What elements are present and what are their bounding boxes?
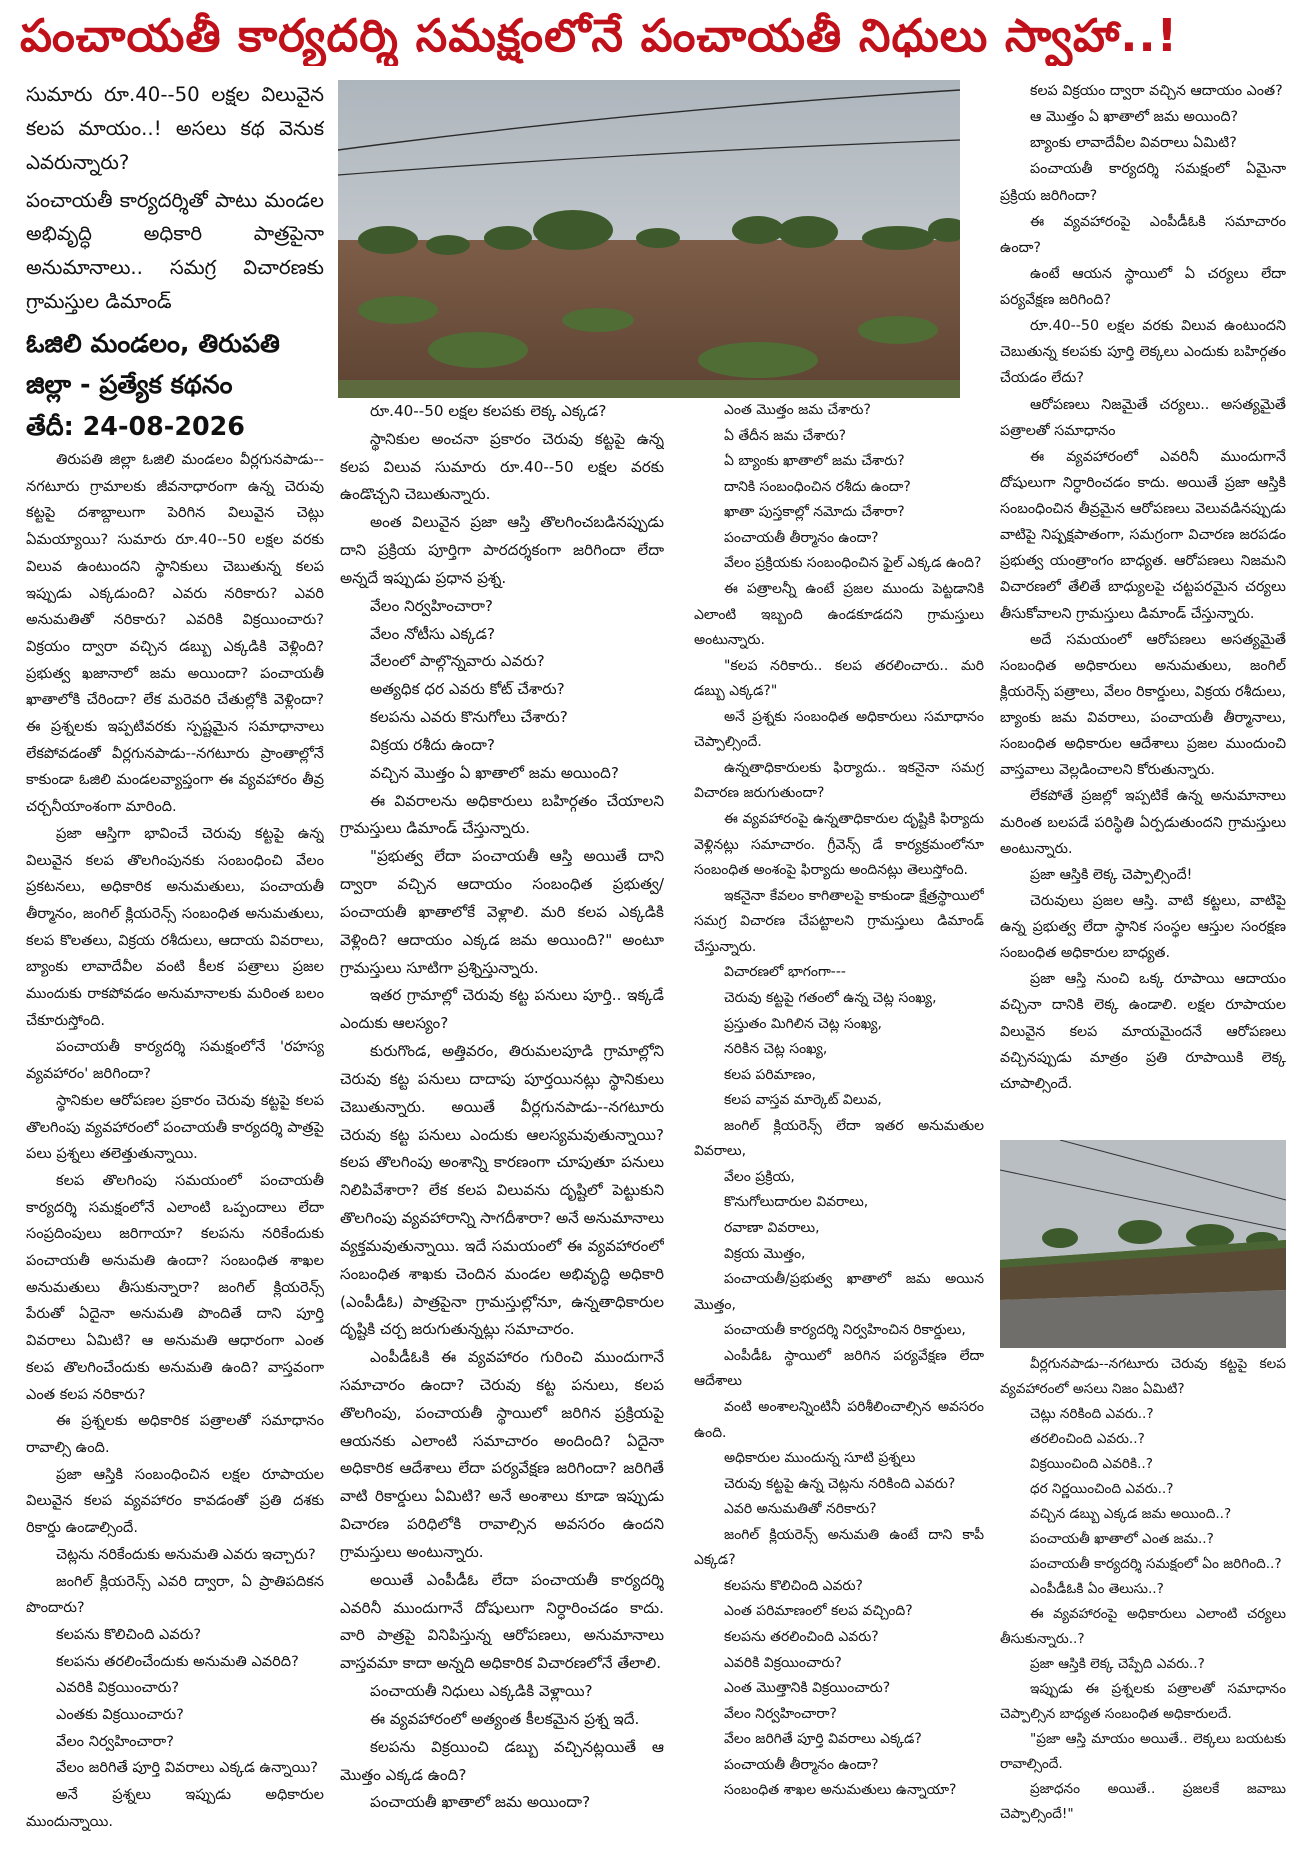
col3-paragraph: వేలం జరిగితే పూర్తి వివరాలు ఎక్కడ?: [724, 1731, 922, 1748]
col3-paragraph: కలపను కొలిచింది ఎవరు?: [724, 1577, 863, 1594]
col3-paragraph: కలపను తరలించింది ఎవరు?: [724, 1629, 879, 1645]
col1-paragraph: తిరుపతి జిల్లా ఓజిలి మండలం వీర్లగునపాడు--నగటూరు గ్రామాలకు జీవనాధారంగా ఉన్న చెరువు కట్టపై దశాబ్దాలుగా పెరిగిన విలువైన చెట్లు ఏమయ్యాయి? సుమారు రూ.40--50 లక్షల వరకు విలువ ఉంటుందని స్థానికులు చెబుతున్న కలప ఇప్పుడు ఎక్కడుంది? ఎవరు నరికారు? ఎవరి అనుమతితో నరికారు? ఎవరికి విక్రయించారు? విక్రయం ద్వారా వచ్చిన డబ్బు ఎక్కడికి వెళ్లింది? ప్రభుత్వ ఖజానాలో జమ అయిందా? పంచాయతీ ఖాతాలోకి చేరిందా? లేక మరెవరి చేతుల్లోకి వెళ్లిందా? ఈ ప్రశ్నలకు ఇప్పటివరకు స్పష్టమైన సమాధానాలు లేకపోవడంతో వీర్లగునపాడు--నగటూరు ప్రాంతాల్లోనే కాకుండా ఓజిలి మండలవ్యాప్తంగా ఈ వ్యవహారం తీవ్ర చర్చనీయాంశంగా మారింది.: [26, 450, 324, 816]
col3-paragraph: దానికి సంబంధించిన రశీదు ఉందా?: [724, 478, 911, 495]
col1-paragraph: పంచాయతీ కార్యదర్శి సమక్షంలోనే 'రహస్య వ్యవహారం' జరిగిందా?: [26, 1038, 324, 1083]
col3-paragraph: వంటి అంశాలన్నింటినీ పరిశీలించాల్సిన అవసరం ఉంది.: [694, 1398, 984, 1441]
col3-paragraph: జంగిల్ క్లియరెన్స్ లేదా ఇతర అనుమతుల వివరాలు,: [694, 1117, 984, 1160]
col4-paragraph: పంచాయతీ కార్యదర్శి సమక్షంలో ఏమైనా ప్రక్రియ జరిగిందా?: [1000, 161, 1286, 204]
col2-paragraph: రూ.40--50 లక్షల కలపకు లెక్క ఎక్కడ?: [370, 402, 607, 420]
headline: పంచాయతీ కార్యదర్శి సమక్షంలోనే పంచాయతీ నిధులు స్వాహా..!: [20, 9, 1179, 62]
col3-paragraph: విక్రయ మొత్తం,: [724, 1245, 806, 1262]
column-1: [26, 78, 324, 1862]
col1-paragraph: ఈ ప్రశ్నలకు అధికారిక పత్రాలతో సమాధానం రావాల్సి ఉంది.: [26, 1412, 324, 1456]
col3-paragraph: అనే ప్రశ్నకు సంబంధిత అధికారులు సమాధానం చెప్పాల్సిందే.: [694, 708, 984, 751]
column-4-bottom: [1000, 1352, 1286, 1862]
col4b-paragraph: విక్రయించింది ఎవరికి..?: [1030, 1455, 1153, 1472]
col3-paragraph: ఈ పత్రాలన్నీ ఉంటే ప్రజల ముందు పెట్టడానికి ఎలాంటి ఇబ్బంది ఉండకూడదని గ్రామస్తులు అంటున్నారు.: [694, 580, 984, 649]
col3-paragraph: ఉన్నతాధికారులకు ఫిర్యాదు.. ఇకనైనా సమగ్ర విచారణ జరుగుతుందా?: [694, 759, 984, 802]
column-4-body: [1000, 78, 1286, 1097]
col2-paragraph: కలపను ఎవరు కొనుగోలు చేశారు?: [370, 708, 568, 727]
col4b-paragraph: పంచాయతీ కార్యదర్శి సమక్షంలో ఏం జరిగింది..?: [1030, 1555, 1282, 1572]
col2-paragraph: కలపను విక్రయించి డబ్బు వచ్చినట్లయితే ఆ మొత్తం ఎక్కడ ఉంది?: [340, 1737, 664, 1784]
col3-paragraph: పంచాయతీ/ప్రభుత్వ ఖాతాలో జమ అయిన మొత్తం,: [694, 1271, 984, 1313]
dateline-date: తేదీ: 24-08-2026: [26, 410, 245, 441]
col3-paragraph: సంబంధిత శాఖల అనుమతులు ఉన్నాయా?: [724, 1782, 957, 1799]
col3-paragraph: వేలం ప్రక్రియకు సంబంధించిన ఫైల్ ఎక్కడ ఉంది?: [724, 555, 982, 572]
col4-paragraph: లేకపోతే ప్రజల్లో ఇప్పటికే ఉన్న అనుమానాలు మరింత బలపడే పరిస్థితి ఏర్పడుతుందని గ్రామస్తులు అంటున్నారు.: [1000, 788, 1286, 857]
col2-paragraph: పంచాయతీ ఖాతాలో జమ అయిందా?: [370, 1793, 591, 1812]
col4-paragraph: ప్రజా ఆస్తి నుంచి ఒక్క రూపాయి ఆదాయం వచ్చినా దానికి లెక్క ఉండాలి. లక్షల రూపాయల విలువైన కలప మాయమైందనే ఆరోపణలు వచ్చినప్పుడు మాత్రం ప్రతి రూపాయికి లెక్క చూపాల్సిందే.: [1000, 971, 1286, 1092]
col1-paragraph: కలపను కొలిచింది ఎవరు?: [56, 1625, 202, 1643]
col2-paragraph: వేలం నిర్వహించారా?: [370, 596, 493, 615]
col4b-paragraph: వీర్లగునపాడు--నగటూరు చెరువు కట్టపై కలప వ్యవహారంలో అసలు నిజం ఏమిటి?: [1000, 1356, 1286, 1397]
col3-paragraph: అధికారుల ముందున్న సూటి ప్రశ్నలు: [724, 1450, 916, 1467]
col3-paragraph: పంచాయతీ తీర్మానం ఉందా?: [724, 529, 879, 546]
col4b-paragraph: పంచాయతీ ఖాతాలో ఎంత జమ..?: [1030, 1530, 1214, 1547]
col3-paragraph: ఇకనైనా కేవలం కాగితాలపై కాకుండా క్షేత్రస్థాయిలో సమగ్ర విచారణ చేపట్టాలని గ్రామస్తులు డిమాండ్ చేస్తున్నారు.: [694, 887, 984, 955]
col3-paragraph: పంచాయతీ తీర్మానం ఉందా?: [724, 1756, 879, 1773]
col2-paragraph: ఎంపీడీఓకి ఈ వ్యవహారం గురించి ముందుగానే సమాచారం ఉందా? చెరువు కట్ట పనులు, కలప తొలగింపు, పంచాయతీ స్థాయిలో జరిగిన ప్రక్రియపై ఆయనకు ఎలాంటి సమాచారం అందింది? ఏదైనా అధికారిక ఆదేశాలు లేదా పర్యవేక్షణ జరిగిందా? జరిగితే వాటి రికార్డులు ఏమిటి? అనే అంశాలు కూడా ఇప్పుడు విచారణ పరిధిలోకి రావాల్సిన అవసరం ఉందని గ్రామస్తులు అంటున్నారు.: [340, 1348, 664, 1561]
col3-paragraph: "కలప నరికారు.. కలప తరలించారు.. మరి డబ్బు ఎక్కడ?": [694, 657, 984, 700]
col3-paragraph: పంచాయతీ కార్యదర్శి నిర్వహించిన రికార్డులు,: [724, 1322, 966, 1339]
col4-paragraph: అదే సమయంలో ఆరోపణలు అసత్యమైతే సంబంధిత అధికారులు అనుమతులు, జంగిల్ క్లియరెన్స్ పత్రాలు, వేలం రికార్డులు, విక్రయ రశీదులు, బ్యాంకు జమ వివరాలు, పంచాయతీ తీర్మానాలు, సంబంధిత అధికారుల ఆదేశాలు ప్రజల ముందుంచి వాస్తవాలు వెల్లడించాలని కోరుతున్నారు.: [1000, 631, 1286, 779]
column-2: [340, 398, 664, 1862]
col3-paragraph: ఎవరికి విక్రయించారు?: [724, 1654, 842, 1671]
col2-paragraph: ఈ వ్యవహారంలో అత్యంత కీలకమైన ప్రశ్న ఇదే.: [370, 1709, 640, 1728]
dateline-place: ఓజిలి మండలం, తిరుపతి జిల్లా - ప్రత్యేక కథనం: [26, 327, 280, 400]
col4-paragraph: ఆ మొత్తం ఏ ఖాతాలో జమ అయింది?: [1030, 109, 1239, 126]
col3-paragraph: నరికిన చెట్ల సంఖ్య,: [724, 1041, 828, 1058]
col4-paragraph: చెరువులు ప్రజల ఆస్తి. వాటి కట్టలు, వాటిపై ఉన్న ప్రభుత్వ లేదా స్థానిక సంస్థల ఆస్తుల సంరక్షణ సంబంధిత అధికారుల బాధ్యత.: [1000, 892, 1286, 962]
col2-paragraph: వేలం నోటీసు ఎక్కడ?: [370, 624, 496, 643]
lead-1: సుమారు రూ.40--50 లక్షల విలువైన కలప మాయం..! అసలు కథ వెనుక ఎవరున్నారు?: [26, 83, 324, 174]
col2-paragraph: విక్రయ రశీదు ఉందా?: [370, 735, 495, 754]
col2-paragraph: అయితే ఎంపీడీఓ లేదా పంచాయతీ కార్యదర్శి ఎవరినీ ముందుగానే దోషులుగా నిర్ధారించడం కాదు. వారి పాత్రపై వినిపిస్తున్న ఆరోపణలు, అనుమానాలు వాస్తవమా కాదా అన్నది అధికారిక విచారణలోనే తేలాలి.: [340, 1570, 664, 1673]
col1-paragraph: జంగిల్ క్లియరెన్స్ ఎవరి ద్వారా, ఏ ప్రాతిపదికన పొందారు?: [26, 1572, 324, 1617]
col1-paragraph: కలప తొలగింపు సమయంలో పంచాయతీ కార్యదర్శి సమక్షంలోనే ఎలాంటి ఒప్పందాలు లేదా సంప్రదింపులు జరిగాయా? కలపను నరికేందుకు పంచాయతీ అనుమతి ఉందా? సంబంధిత శాఖల అనుమతులు తీసుకున్నారా? జంగిల్ క్లియరెన్స్ పేరుతో ఏదైనా అనుమతి పొందితే దాని పూర్తి వివరాలు ఏమిటి? ఆ అనుమతి ఆధారంగా ఎంత కలప తొలగించేందుకు అనుమతి ఉంది? వాస్తవంగా ఎంత కలప నరికారు?: [26, 1171, 324, 1403]
col4b-paragraph: చెట్లు నరికింది ఎవరు..?: [1030, 1405, 1154, 1422]
col4-paragraph: ఉంటే ఆయన స్థాయిలో ఏ చర్యలు లేదా పర్యవేక్షణ జరిగింది?: [1000, 265, 1286, 308]
col4-paragraph: ప్రజా ఆస్తికి లెక్క చెప్పాల్సిందే!: [1030, 866, 1193, 883]
col2-paragraph: కురుగొండ, అత్తివరం, తిరుమలపూడి గ్రామాల్లోని చెరువు కట్ట పనులు దాదాపు పూర్తయినట్లు స్థానికులు చెబుతున్నారు. అయితే వీర్లగునపాడు--నగటూరు చెరువు కట్ట పనులు ఎందుకు ఆలస్యమవుతున్నాయి? కలప తొలగింపు అంశాన్ని కారణంగా చూపుతూ పనులు నిలిపివేశారా? లేక కలప విలువను దృష్టిలో పెట్టుకుని తొలగింపు వ్యవహారాన్ని సాగదీశారా? అనే అనుమానాలు వ్యక్తమవుతున్నాయి. ఇదే సమయంలో ఈ వ్యవహారంలో సంబంధిత శాఖకు చెందిన మండల అభివృద్ధి అధికారి (ఎంపీడీఓ) పాత్రపైనా గ్రామస్తుల్లోనూ, ఉన్నతాధికారుల దృష్టికి చర్చ జరుగుతున్నట్లు సమాచారం.: [340, 1042, 664, 1339]
column-4-bottom-body: [1000, 1352, 1286, 1827]
col2-paragraph: వేలంలో పాల్గొన్నవారు ఎవరు?: [370, 652, 545, 671]
col3-paragraph: వేలం నిర్వహించారా?: [724, 1705, 837, 1722]
col3-paragraph: రవాణా వివరాలు,: [724, 1220, 820, 1236]
lead-2: పంచాయతీ కార్యదర్శితో పాటు మండల అభివృద్ధి అధికారి పాత్రపైనా అనుమానాలు.. సమగ్ర విచారణకు గ్రామస్తుల డిమాండ్: [26, 188, 324, 314]
col2-paragraph: అంత విలువైన ప్రజా ఆస్తి తొలగించబడినప్పుడు దాని ప్రక్రియ పూర్తిగా పారదర్శకంగా జరిగిందా లేదా అన్నదే ఇప్పుడు ప్రధాన ప్రశ్న.: [340, 513, 664, 587]
col3-paragraph: విచారణలో భాగంగా---: [724, 964, 846, 981]
col4b-paragraph: ప్రజా ఆస్తికి లెక్క చెప్పేది ఎవరు..?: [1030, 1655, 1205, 1672]
column-4: [1000, 78, 1286, 1122]
col1-paragraph: చెట్లను నరికేందుకు అనుమతి ఎవరు ఇచ్చారు?: [56, 1545, 316, 1563]
col4b-paragraph: ఎంపీడీఓకి ఏం తెలుసు..?: [1030, 1580, 1164, 1597]
col3-paragraph: ఎంత మొత్తానికి విక్రయించారు?: [724, 1680, 891, 1697]
column-3: [694, 398, 984, 1862]
col3-paragraph: కొనుగోలుదారుల వివరాలు,: [724, 1194, 869, 1211]
col3-paragraph: ఖాతా పుస్తకాల్లో నమోదు చేశారా?: [724, 504, 905, 521]
col3-paragraph: చెరువు కట్టపై ఉన్న చెట్లను నరికింది ఎవరు?: [724, 1475, 956, 1492]
col2-paragraph: స్థానికుల అంచనా ప్రకారం చెరువు కట్టపై ఉన్న కలప విలువ సుమారు రూ.40--50 లక్షల వరకు ఉండొచ్చని చెబుతున్నారు.: [340, 429, 664, 504]
col1-paragraph: అనే ప్రశ్నలు ఇప్పుడు అధికారుల ముందున్నాయి.: [26, 1786, 324, 1830]
col2-paragraph: ఇతర గ్రామాల్లో చెరువు కట్ట పనులు పూర్తి.. ఇక్కడే ఎందుకు ఆలస్యం?: [340, 986, 664, 1033]
col4b-paragraph: ఇప్పుడు ఈ ప్రశ్నలకు పత్రాలతో సమాధానం చెప్పాల్సిన బాధ్యత సంబంధిత అధికారులదే.: [1000, 1680, 1286, 1722]
col3-paragraph: ఏ బ్యాంకు ఖాతాలో జమ చేశారు?: [724, 453, 905, 470]
col3-paragraph: కలప పరిమాణం,: [724, 1066, 816, 1083]
col3-paragraph: ఎంత పరిమాణంలో కలప వచ్చింది?: [724, 1603, 913, 1620]
col4-paragraph: బ్యాంకు లావాదేవీల వివరాలు ఏమిటి?: [1030, 135, 1237, 152]
col1-paragraph: కలపను తరలించేందుకు అనుమతి ఎవరిది?: [56, 1652, 299, 1670]
col4-paragraph: ఈ వ్యవహారంపై ఎంపీడీఓకి సమాచారం ఉందా?: [1000, 213, 1286, 256]
col2-paragraph: "ప్రభుత్వ లేదా పంచాయతీ ఆస్తి అయితే దాని ద్వారా వచ్చిన ఆదాయం సంబంధిత ప్రభుత్వ/పంచాయతీ ఖాతాలోకే వెళ్లాలి. మరి కలప ఎక్కడికి వెళ్లింది? ఆదాయం ఎక్కడ జమ అయింది?" అంటూ గ్రామస్తులు సూటిగా ప్రశ్నిస్తున్నారు.: [340, 847, 664, 977]
col4-paragraph: ఈ వ్యవహారంలో ఎవరినీ ముందుగానే దోషులుగా నిర్ధారించడం కాదు. అయితే ప్రజా ఆస్తికి సంబంధించిన తీవ్రమైన ఆరోపణలు వెలువడినప్పుడు వాటిపై నిష్పక్షపాతంగా, సమగ్రంగా విచారణ జరపడం ప్రభుత్వ యంత్రాంగం బాధ్యత. ఆరోపణలు నిజమని విచారణలో తేలితే బాధ్యులపై చట్టపరమైన చర్యలు తీసుకోవాలని గ్రామస్తులు డిమాండ్ చేస్తున్నారు.: [1000, 448, 1286, 622]
col3-paragraph: ప్రస్తుతం మిగిలిన చెట్ల సంఖ్య,: [724, 1015, 882, 1032]
col2-paragraph: పంచాయతీ నిధులు ఎక్కడికి వెళ్లాయి?: [370, 1682, 593, 1701]
col3-paragraph: జంగిల్ క్లియరెన్స్ అనుమతి ఉంటే దాని కాపీ ఎక్కడ?: [694, 1526, 984, 1569]
column-3-body: [694, 398, 984, 1804]
col3-paragraph: చెరువు కట్టపై గతంలో ఉన్న చెట్ల సంఖ్య,: [724, 989, 937, 1006]
col3-paragraph: వేలం ప్రక్రియ,: [724, 1168, 795, 1185]
col3-paragraph: ఈ వ్యవహారంపై ఉన్నతాధికారుల దృష్టికి ఫిర్యాదు వెళ్లినట్లు సమాచారం. గ్రీవెన్స్ డే కార్యక్రమంలోనూ సంబంధిత అంశంపై ఫిర్యాదు అందినట్లు తెలుస్తోంది.: [694, 811, 984, 879]
col4-paragraph: రూ.40--50 లక్షల వరకు విలువ ఉంటుందని చెబుతున్న కలపకు పూర్తి లెక్కలు ఎందుకు బహిర్గతం చేయడం లేదు?: [1000, 318, 1286, 387]
col4b-paragraph: ధర నిర్ణయించింది ఎవరు..?: [1030, 1480, 1174, 1497]
col4b-paragraph: ప్రజాధనం అయితే.. ప్రజలకే జవాబు చెప్పాల్సిందే!": [1000, 1780, 1286, 1822]
col1-paragraph: ప్రజా ఆస్తిగా భావించే చెరువు కట్టపై ఉన్న విలువైన కలప తొలగింపునకు సంబంధించి వేలం ప్రకటనలు, అధికారిక అనుమతులు, పంచాయతీ తీర్మానం, జంగిల్ క్లియరెన్స్ సంబంధిత అనుమతులు, కలప కొలతలు, విక్రయ రశీదులు, ఆదాయ వివరాలు, బ్యాంకు లావాదేవీల వంటి కీలక పత్రాలు ప్రజల ముందుకు రాకపోవడం అనుమానాలకు మరింత బలం చేకూరుస్తోంది.: [26, 824, 324, 1029]
col2-paragraph: ఈ వివరాలను అధికారులు బహిర్గతం చేయాలని గ్రామస్తులు డిమాండ్ చేస్తున్నారు.: [340, 791, 664, 838]
col1-paragraph: ప్రజా ఆస్తికి సంబంధించిన లక్షల రూపాయల విలువైన కలప వ్యవహారం కావడంతో ప్రతి దశకు రికార్డు ఉండాల్సిందే.: [26, 1465, 324, 1537]
col4-paragraph: కలప విక్రయం ద్వారా వచ్చిన ఆదాయం ఎంత?: [1030, 83, 1283, 99]
col3-paragraph: ఎంపీడీఓ స్థాయిలో జరిగిన పర్యవేక్షణ లేదా ఆదేశాలు: [694, 1347, 984, 1390]
column-1-body: [26, 447, 324, 1836]
col1-paragraph: ఎవరికి విక్రయించారు?: [56, 1679, 180, 1697]
col3-paragraph: ఏ తేదీన జమ చేశారు?: [724, 427, 846, 444]
col1-paragraph: ఎంతకు విక్రయించారు?: [56, 1706, 184, 1724]
col4b-paragraph: ఈ వ్యవహారంపై అధికారులు ఎలాంటి చర్యలు తీసుకున్నారు..?: [1000, 1605, 1286, 1647]
column-2-body: [340, 398, 664, 1817]
col4-paragraph: ఆరోపణలు నిజమైతే చర్యలు.. అసత్యమైతే పత్రాలతో సమాధానం: [1000, 396, 1286, 439]
col3-paragraph: ఎవరి అనుమతితో నరికారు?: [724, 1501, 877, 1518]
cut-trees-bund-photo: [338, 80, 960, 398]
col4b-paragraph: "ప్రజా ఆస్తి మాయం అయితే.. లెక్కలు బయటకు రావాల్సిందే.: [1000, 1730, 1286, 1772]
col3-paragraph: కలప వాస్తవ మార్కెట్ విలువ,: [724, 1092, 882, 1109]
col1-paragraph: వేలం నిర్వహించారా?: [56, 1732, 174, 1750]
col1-paragraph: స్థానికుల ఆరోపణల ప్రకారం చెరువు కట్టపై కలప తొలగింపు వ్యవహారంలో పంచాయతీ కార్యదర్శి పాత్రపై పలు ప్రశ్నలు తలెత్తుతున్నాయి.: [26, 1091, 324, 1163]
col2-paragraph: వచ్చిన మొత్తం ఏ ఖాతాలో జమ అయింది?: [370, 763, 619, 782]
col4b-paragraph: వచ్చిన డబ్బు ఎక్కడ జమ అయింది..?: [1030, 1505, 1232, 1522]
canal-bund-road-photo: [1000, 1140, 1286, 1348]
col1-paragraph: వేలం జరిగితే పూర్తి వివరాలు ఎక్కడ ఉన్నాయి?: [56, 1759, 319, 1777]
col2-paragraph: అత్యధిక ధర ఎవరు కోట్ చేశారు?: [370, 680, 565, 699]
col4b-paragraph: తరలించింది ఎవరు..?: [1030, 1430, 1145, 1447]
col3-paragraph: ఎంత మొత్తం జమ చేశారు?: [724, 402, 871, 418]
